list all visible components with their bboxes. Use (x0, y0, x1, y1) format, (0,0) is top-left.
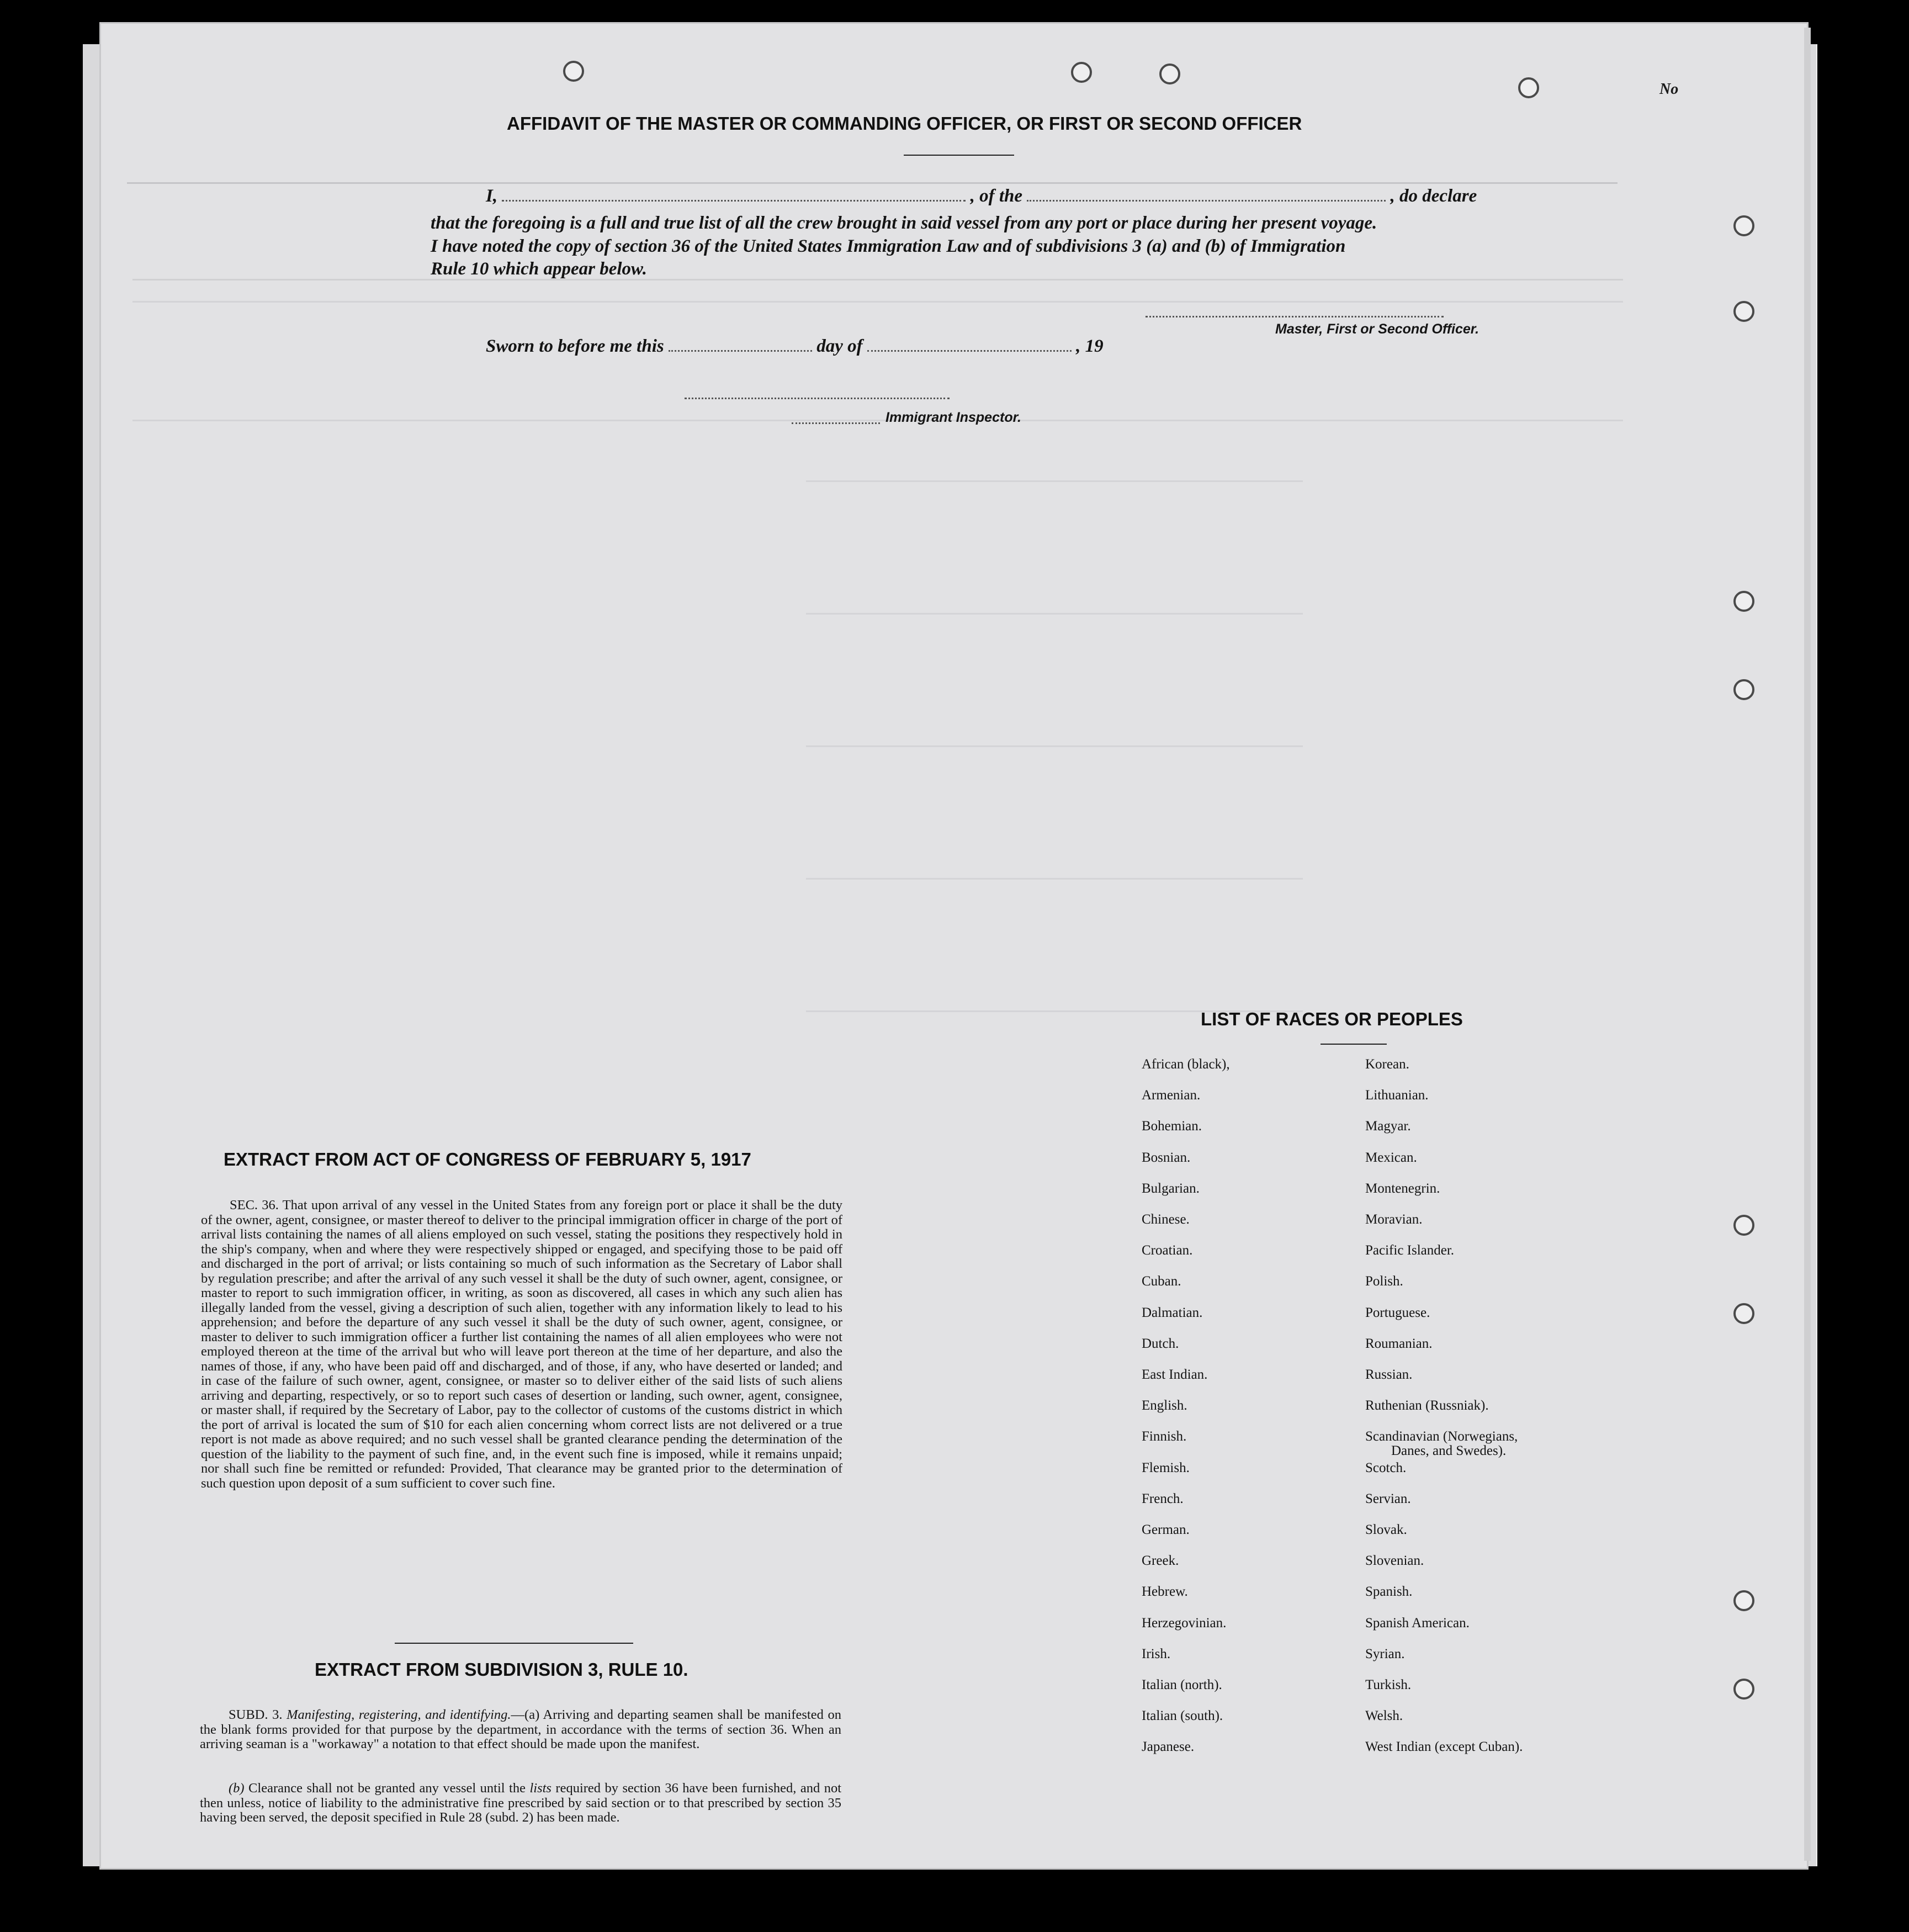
sworn-prefix: Sworn to before me this (486, 336, 664, 356)
bleed-through-rule (806, 613, 1303, 615)
race-item: Russian. (1365, 1367, 1413, 1382)
punch-hole (1733, 1215, 1754, 1236)
sworn-month-field[interactable] (867, 336, 1072, 352)
inspector-name-field[interactable] (792, 408, 880, 424)
subd-heading: Manifesting, registering, and identifying. (287, 1707, 511, 1722)
punch-hole (1071, 62, 1092, 83)
punch-hole (1733, 591, 1754, 612)
bleed-through-rule (132, 279, 1623, 280)
affidavit-do-declare: , do declare (1390, 186, 1477, 206)
race-item: Danes, and Swedes). (1391, 1443, 1507, 1459)
document-sheet (99, 22, 1809, 1870)
punch-hole (1733, 215, 1754, 236)
subd-b-label: (b) (229, 1781, 245, 1796)
race-item: Italian (south). (1142, 1708, 1223, 1724)
officer-signature-field[interactable] (1146, 301, 1444, 317)
punch-hole (1733, 1590, 1754, 1611)
race-item: Greek. (1142, 1553, 1179, 1569)
punch-hole (563, 61, 584, 82)
officer-signature-label: Master, First or Second Officer. (1275, 321, 1480, 337)
officer-name-field[interactable] (502, 186, 966, 202)
sheet-edge (1804, 28, 1811, 1861)
race-item: German. (1142, 1522, 1190, 1537)
affidavit-of-the: , of the (970, 186, 1023, 206)
act-extract-title: EXTRACT FROM ACT OF CONGRESS OF FEBRUARY 5, 1917 (224, 1149, 751, 1169)
punch-hole (1733, 301, 1754, 322)
race-item: Ruthenian (Russniak). (1365, 1398, 1489, 1414)
race-item: Spanish. (1365, 1584, 1413, 1600)
sworn-day-of: day of (816, 336, 863, 356)
affidavit-line-2: that the foregoing is a full and true list of all the crew brought in said vessel from any port or place during her present voyage. (431, 213, 1377, 233)
race-item: Turkish. (1365, 1677, 1412, 1692)
race-item: Lithuanian. (1365, 1088, 1429, 1103)
form-number-label: No (1659, 81, 1679, 98)
section-36-text: SEC. 36. That upon arrival of any vessel in the United States from any foreign port or place it shall be the duty of the owner, agent, consignee, or master thereof to deliver to the principal immigration officer in charge of the port of arrival lists containing the names of all aliens employed on such vessel, stating the positions they respectively hold in the ship's company, when and where they were respectively shipped or engaged, and specifying those to be paid off and discharged in the port of arrival; or lists containing so much of such information as the Secretary of Labor shall by regulation prescribe; and after the arrival of any such vessel it shall be the duty of such owner, agent, consignee, or master to report to such immigration officer, in writing, as soon as discovered, all cases in which any such alien has illegally landed from the vessel, giving a description of such alien, together with any information likely to lead to his apprehension; and before the departure of any such vessel it shall be the duty of such owner, agent, consignee, or master to deliver to such immigration officer a further list containing the names of all alien employees who were not employed thereon at the time of the arrival but who will leave port thereon at the time of her departure, and also the names of those, if any, who have been paid off and discharged, and of those, if any, who have deserted or landed; and in case of the failure of such owner, agent, consignee, or master so to deliver either of the said lists of such aliens arriving and departing, respectively, or so to report such cases of desertion or landing, such owner, agent, consignee, or master shall, if required by the Secretary of Labor, pay to the collector of customs of the customs district in which the port of arrival is located the sum of $10 for each alien concerning whom correct lists are not delivered or a true report is not made as above required; and no such vessel shall be granted clearance pending the determination of the question of the liability to the payment of such fine, and, in the event such fine is imposed, while it remains unpaid; nor shall such fine be remitted or refunded: Provided, That clearance may be granted prior to the determination of such question upon deposit of a sum sufficient to cover such fine. (201, 1198, 842, 1491)
race-item: Armenian. (1142, 1088, 1201, 1103)
race-item: Slovenian. (1365, 1553, 1424, 1569)
title-divider (904, 155, 1014, 156)
inspector-label: Immigrant Inspector. (885, 410, 1021, 425)
race-item: Bosnian. (1142, 1150, 1191, 1165)
races-divider (1321, 1044, 1387, 1045)
race-item: Irish. (1142, 1646, 1171, 1661)
punch-hole (1518, 77, 1539, 98)
race-item: Slovak. (1365, 1522, 1407, 1537)
bleed-through-rule (806, 480, 1303, 482)
race-item: Magyar. (1365, 1119, 1411, 1134)
race-item: Moravian. (1365, 1212, 1423, 1227)
race-item: West Indian (except Cuban). (1365, 1739, 1523, 1755)
race-item: Syrian. (1365, 1646, 1405, 1661)
race-item: Korean. (1365, 1057, 1409, 1072)
punch-hole (1733, 679, 1754, 700)
race-item: Herzegovinian. (1142, 1615, 1227, 1631)
subd-label: SUBD. 3. (229, 1707, 283, 1722)
inspector-signature-field[interactable] (685, 383, 950, 399)
race-item: Welsh. (1365, 1708, 1403, 1724)
race-item: French. (1142, 1491, 1184, 1506)
race-item: Finnish. (1142, 1429, 1187, 1444)
punch-hole (1733, 1303, 1754, 1324)
race-item: Croatian. (1142, 1243, 1193, 1258)
vessel-name-field[interactable] (1027, 186, 1386, 202)
affidavit-declaration-line (486, 186, 1477, 207)
race-item: Scotch. (1365, 1460, 1407, 1475)
affidavit-line-4: Rule 10 which appear below. (431, 259, 648, 279)
race-item: Hebrew. (1142, 1584, 1188, 1600)
affidavit-title: AFFIDAVIT OF THE MASTER OR COMMANDING OFFICER, OR FIRST OR SECOND OFFICER (507, 113, 1302, 134)
punch-hole (1159, 63, 1180, 84)
race-item: Dalmatian. (1142, 1305, 1203, 1320)
race-item: Pacific Islander. (1365, 1243, 1455, 1258)
race-item: Bohemian. (1142, 1119, 1202, 1134)
sworn-day-field[interactable] (669, 336, 812, 352)
race-item: Polish. (1365, 1274, 1403, 1289)
race-item: Flemish. (1142, 1460, 1190, 1475)
race-item: Dutch. (1142, 1336, 1179, 1351)
affidavit-line-3: I have noted the copy of section 36 of the United States Immigration Law and of subdivisions 3 (a) and (b) of Immigration (431, 236, 1346, 256)
bleed-through-rule (806, 745, 1303, 747)
affidavit-i: I, (486, 186, 498, 206)
race-item: Chinese. (1142, 1212, 1190, 1227)
sworn-line (486, 336, 1104, 357)
bleed-through-rule (127, 182, 1618, 184)
subd-a-text: —(a) Arriving and departing seamen shall be manifested on the blank forms provided for that purpose by the department, in accordance with the terms of section 36. When an arriving seaman is a "workaway" a notation to that effect should be made upon the manifest. (200, 1707, 841, 1751)
race-item: Cuban. (1142, 1274, 1181, 1289)
race-item: East Indian. (1142, 1367, 1208, 1382)
race-item: Servian. (1365, 1491, 1411, 1506)
subd-b-lists: lists (529, 1781, 552, 1796)
subd-b-text-2: required by section 36 have been furnished, and not then unless, notice of liability to the administrative fine prescribed by said section or to that prescribed by section 35 having been served, the deposit specified in Rule 28 (subd. 2) has been made. (200, 1781, 842, 1825)
race-item: Italian (north). (1142, 1677, 1222, 1692)
extract-divider (395, 1643, 633, 1644)
race-item: Japanese. (1142, 1739, 1195, 1755)
subdivision-3a-text (200, 1708, 841, 1752)
subd-b-text-1: Clearance shall not be granted any vessel until the (248, 1781, 526, 1796)
race-item: Bulgarian. (1142, 1181, 1200, 1196)
punch-hole (1733, 1679, 1754, 1700)
subdivision-3b-text (200, 1781, 841, 1825)
bleed-through-rule (806, 878, 1303, 880)
rule-extract-title: EXTRACT FROM SUBDIVISION 3, RULE 10. (315, 1659, 688, 1680)
race-item: Scandinavian (Norwegians, (1365, 1429, 1518, 1444)
races-list-title: LIST OF RACES OR PEOPLES (1201, 1009, 1463, 1029)
race-item: African (black), (1142, 1057, 1230, 1072)
race-item: Montenegrin. (1365, 1181, 1440, 1196)
sworn-year: , 19 (1076, 336, 1104, 356)
race-item: Portuguese. (1365, 1305, 1430, 1320)
race-item: Mexican. (1365, 1150, 1417, 1165)
race-item: Roumanian. (1365, 1336, 1433, 1351)
race-item: Spanish American. (1365, 1615, 1470, 1631)
race-item: English. (1142, 1398, 1187, 1414)
